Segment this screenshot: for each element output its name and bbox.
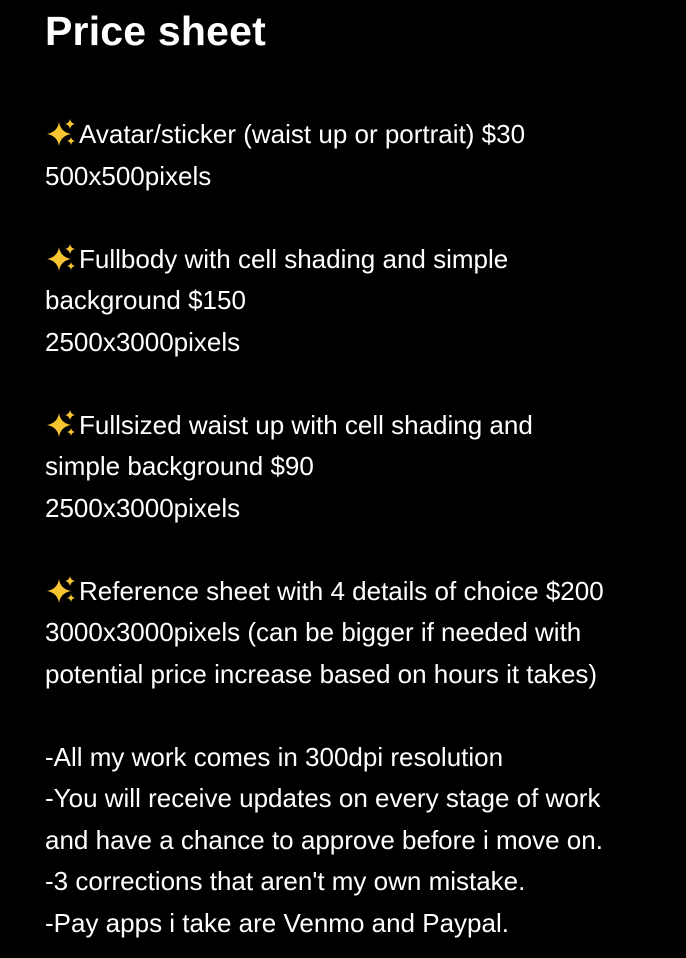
page-title: Price sheet <box>45 8 266 54</box>
sparkles-icon <box>45 575 79 605</box>
item-1-text: Avatar/sticker (waist up or portrait) $30 <box>79 119 526 149</box>
item-3-line-1 <box>45 405 675 447</box>
item-1-line-2: 500x500pixels <box>45 160 212 191</box>
spacer <box>45 197 675 239</box>
note-line-5: -Pay apps i take are Venmo and Paypal. <box>45 907 509 938</box>
spacer <box>45 363 675 405</box>
item-3-line-2: simple background $90 <box>45 451 314 481</box>
note-line-1: -All my work comes in 300dpi resolution <box>45 741 504 772</box>
item-3-text: Fullsized waist up with cell shading and <box>79 409 533 440</box>
note-line-4: -3 corrections that aren't my own mistake. <box>45 866 526 896</box>
note-line-2: -You will receive updates on every stage of work <box>45 783 601 813</box>
spacer <box>45 529 675 571</box>
item-4-line-1 <box>45 571 675 613</box>
item-2-line-3: 2500x3000pixels <box>45 326 241 357</box>
item-1-line-1 <box>45 114 675 156</box>
item-2-line-1 <box>45 239 675 281</box>
item-4-line-2: 3000x3000pixels (can be bigger if needed with <box>45 617 582 647</box>
note-line-3: and have a chance to approve before i move on. <box>45 824 603 855</box>
item-3-line-3: 2500x3000pixels <box>45 492 241 523</box>
sparkles-icon <box>45 243 79 273</box>
item-2-line-2: background $150 <box>45 285 246 315</box>
item-2-text: Fullbody with cell shading and simple <box>79 243 509 274</box>
sparkles-icon <box>45 118 79 148</box>
item-4-text: Reference sheet with 4 details of choice $200 <box>79 575 604 606</box>
price-sheet-page <box>45 0 675 944</box>
spacer <box>45 695 675 737</box>
item-4-line-3: potential price increase based on hours it takes) <box>45 658 598 689</box>
price-list <box>45 114 675 944</box>
sparkles-icon <box>45 409 79 439</box>
